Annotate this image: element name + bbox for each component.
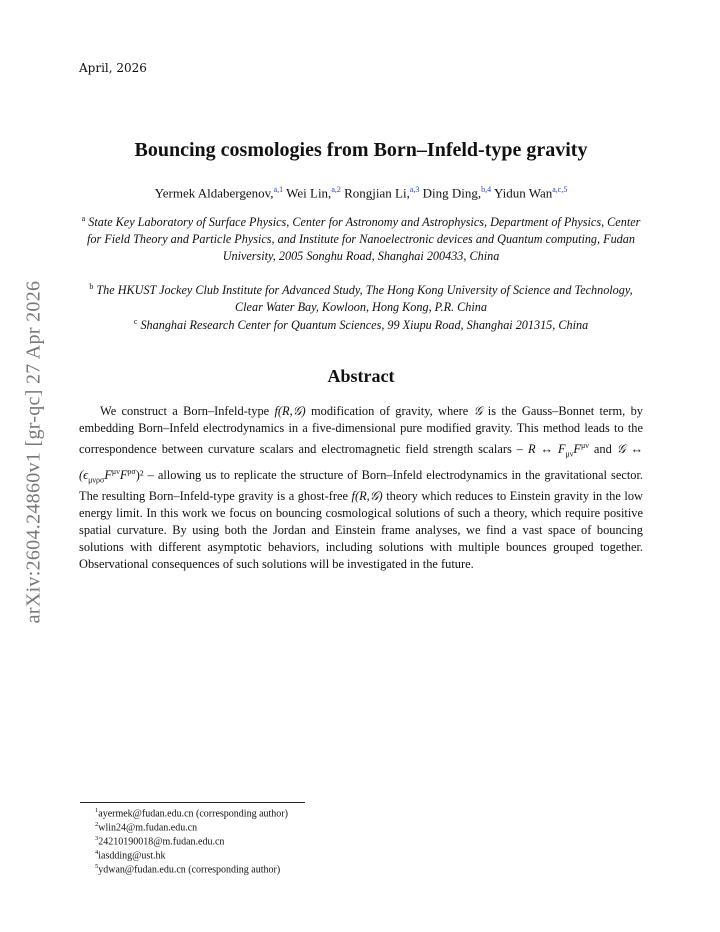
footnote-4: $^4$iasdding@ust.hk — [95, 849, 166, 862]
author-name: Yidun Wan — [493, 185, 553, 201]
affiliation-a — [80, 210, 642, 265]
footnote-2: $^2$wlin24@m.fudan.edu.cn — [95, 821, 198, 834]
footnote-email[interactable]: iasdding@ust.hk — [98, 850, 166, 862]
arxiv-stamp: arXiv:2604.24860v1 [gr-qc] 27 Apr 2026 — [22, 280, 45, 624]
abstract-text: We construct a Born–Infeld-type f(R,𝒢) modification of gravity, where 𝒢 is the Gauss–Bonnet term, by embedding Born–Infeld electrodynamics in a five-dimensional pure modified gravity. This method leads to the correspondence between curvature scalars and electromagnetic field strength scalars – R ↔ $F_{\mu\nu}F^{\mu\nu}$ and 𝒢 ↔ $(\epsilon_{\mu\nu\rho\sigma}F^{\mu\nu}F^{\rho\sigma})^2$ – allowing us to replicate the structure of Born–Infeld electrodynamics in the gravitational sector. The resulting Born–Infeld-type gravity is a ghost-free f(R,𝒢) theory which reduces to Einstein gravity in the low energy limit. In this work we focus on bouncing cosmological solutions of such a theory, which require positive spatial curvature. By using both the Jordan and Einstein frame analyses, we find a vast space of bouncing solutions with different asymptotic behaviors, including solutions with multiple bounces grouped together. Observational consequences of such solutions will be investigated in the future. — [79, 404, 644, 572]
author-name: Rongjian Li, — [344, 185, 410, 201]
author-name: Yermek Aldabergenov, — [154, 185, 274, 201]
affiliation-mark: c — [133, 317, 138, 326]
author-affiliation-mark[interactable]: a,3 — [409, 185, 420, 194]
footnote-email[interactable]: wlin24@m.fudan.edu.cn — [98, 822, 198, 834]
author-name: Ding Ding, — [422, 185, 482, 201]
author-affiliation-mark[interactable]: a,1 — [273, 185, 284, 194]
affiliation-mark: b — [89, 282, 94, 291]
footnote-email[interactable]: ayermek@fudan.edu.cn (corresponding author) — [98, 808, 288, 820]
paper-date: April, 2026 — [79, 61, 147, 75]
footnote-email[interactable]: 24210190018@m.fudan.edu.cn — [98, 836, 225, 848]
footnote-1: $^1$ayermek@fudan.edu.cn (corresponding author) — [95, 807, 288, 820]
author-list — [80, 185, 642, 201]
footnote-3: $^3$24210190018@m.fudan.edu.cn — [95, 835, 225, 848]
affiliation-text: The HKUST Jockey Club Institute for Advanced Study, The Hong Kong University of Science and Technology, Clear Water Bay, Kowloon, Hong Kong, P.R. China — [96, 283, 633, 315]
author-name: Wei Lin, — [286, 185, 332, 201]
affiliation-text: State Key Laboratory of Surface Physics, Center for Astronomy and Astrophysics, Department of Physics, Center for Field Theory and Particle Physics, and Institute for Nanoelectronic devices and Quantum computing, Fudan University, 2005 Songhu Road, Shanghai 200433, China — [87, 215, 641, 264]
footnote-email[interactable]: ydwan@fudan.edu.cn (corresponding author) — [98, 864, 281, 876]
footnote-5: $^5$ydwan@fudan.edu.cn (corresponding author) — [95, 863, 281, 876]
affiliation-c — [80, 313, 642, 334]
author-affiliation-mark[interactable]: a,c,5 — [552, 185, 568, 194]
affiliation-text: Shanghai Research Center for Quantum Sciences, 99 Xiupu Road, Shanghai 201315, China — [140, 318, 589, 333]
footnote-rule — [80, 802, 305, 803]
affiliation-mark: a — [81, 214, 86, 223]
paper-title: Bouncing cosmologies from Born–Infeld-type gravity — [134, 139, 588, 161]
abstract-heading: Abstract — [327, 366, 395, 386]
affiliation-b — [80, 278, 642, 316]
author-affiliation-mark[interactable]: b,4 — [481, 185, 492, 194]
author-affiliation-mark[interactable]: a,2 — [331, 185, 341, 194]
